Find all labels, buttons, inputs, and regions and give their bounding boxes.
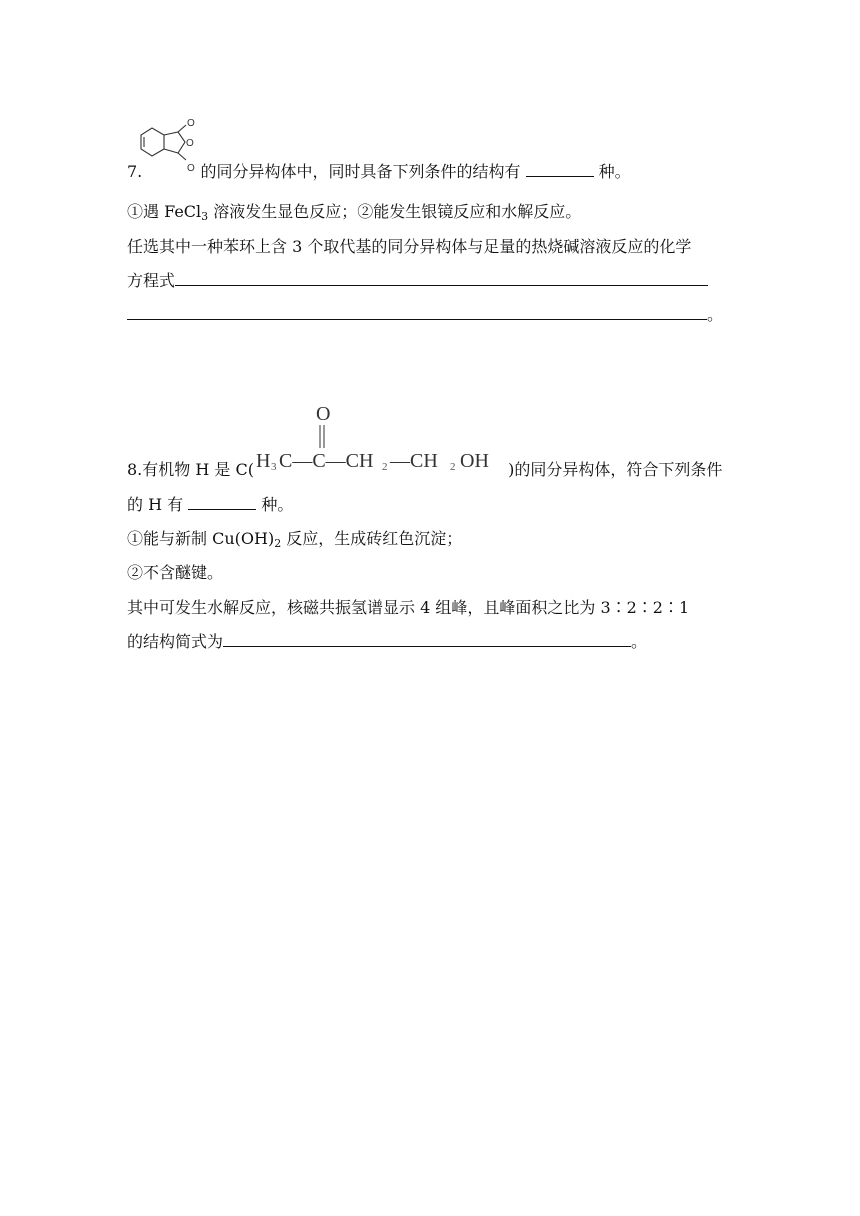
q8-detail-text: 其中可发生水解反应，核磁共振氢谱显示 4 组峰，且峰面积之比为 3∶2∶2∶1 [127,598,690,617]
q8-intro-text: 8.有机物 H 是 C( [127,460,254,479]
q8-condition-1-rest: 反应，生成砖红色沉淀； [281,529,463,548]
formula-ch: —CH [390,450,438,472]
q7-condition-text: ①遇 FeCl [127,202,202,221]
formula-main-chain: C—C—CH [279,450,374,472]
q7-equation-blank-1[interactable] [175,271,708,286]
q8-condition-1-subscript: 2 [274,537,282,550]
q8-condition-2 [127,562,223,584]
q7-condition-text-rest: 溶液发生显色反应；②能发生银镜反应和水解反应。 [208,202,582,221]
q8-condition-1 [127,528,462,555]
q7-end-mark: 。 [707,305,724,324]
formula-sub-2b: 2 [450,461,456,473]
carbonyl-oxygen-top: O [187,118,195,129]
q8-hydroxyacetone-formula [254,402,504,478]
ring-oxygen: O [186,138,194,149]
formula-h: H [256,450,271,472]
carbonyl-oxygen-bottom: O [187,163,195,174]
formula-hydroxyl: OH [460,450,489,472]
q8-condition-2-text: ②不含醚键。 [127,563,224,582]
q7-condition-subscript: 3 [201,210,209,223]
q7-count-blank[interactable] [526,162,594,177]
q7-stem [127,161,631,183]
q7-task [127,236,691,258]
q8-answer-label: 的结构简式为 [127,632,224,651]
q8-count-text: 的 H 有 [127,495,184,514]
q7-equation-line-2 [127,304,723,326]
q8-answer [127,631,647,653]
q8-end-mark: 。 [631,632,648,651]
q7-task-text: 任选其中一种苯环上含 3 个取代基的同分异构体与足量的热烧碱溶液反应的化学 [127,237,692,256]
q7-stem-text: 的同分异构体中，同时具备下列条件的结构有 [200,162,521,181]
q7-conditions [127,201,581,228]
q7-equation-label: 方程式 [127,271,176,290]
q7-number: 7. [127,162,143,181]
q8-detail [127,597,689,619]
formula-sub-2a: 2 [382,461,388,473]
formula-carbonyl-oxygen: O [316,403,331,425]
q8-condition-1-text: ①能与新制 Cu(OH) [127,529,275,548]
formula-sub-3: 3 [271,461,277,473]
q7-equation-line [127,270,708,292]
q7-stem-end: 种。 [598,162,631,181]
q8-count [127,494,293,516]
q8-intro-text-rest: )的同分异构体，符合下列条件 [508,460,723,479]
q8-answer-blank[interactable] [223,632,631,647]
q8-count-blank[interactable] [188,495,256,510]
q7-equation-blank-2[interactable] [127,305,707,320]
q8-count-end: 种。 [261,495,294,514]
